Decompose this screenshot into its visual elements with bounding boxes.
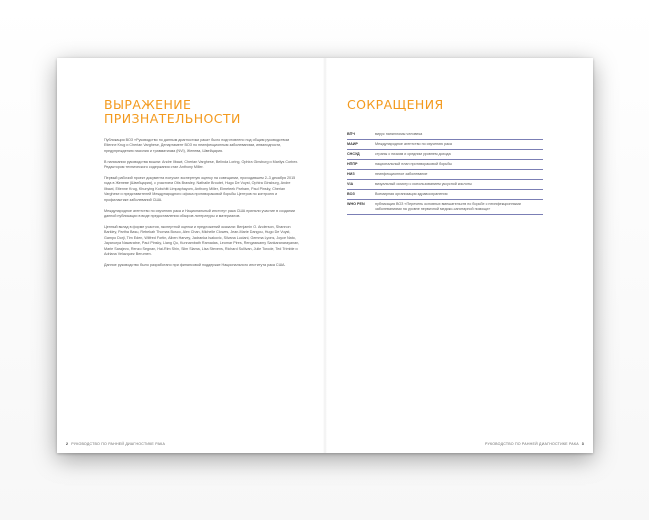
abbr-term: WHO PEN [347,200,375,215]
abbr-definition: Международное агентство по изучению рака [375,140,543,150]
abbreviations-table [347,130,543,215]
page-number: 2 [66,442,69,446]
paragraph: Данное руководство было разработано при финансовой поддержке Национального института рака США. [104,262,286,267]
right-page [325,58,593,453]
acknowledgements-body [104,138,300,274]
abbr-definition: публикация ВОЗ «Перечень основных вмешательств по борьбе с неинфекционными заболеваниями на уровне первичной медико-санитарной помощи» [375,200,543,215]
abbr-term: ВПЧ [347,130,375,140]
abbr-definition: неинфекционное заболевание [375,170,543,180]
paragraph: Публикация ВОЗ «Руководство по данным диагностики рака» было подготовлено под общим руководством Etienne Krug и Cherian Varghese, Департамент ВОЗ по неинфекционным заболеваниям, инвалидности, предупреждению насилия и травматизма (NVI), Женева, Швейцария. [104,138,290,153]
table-row [347,130,543,140]
left-page [57,58,325,453]
abbreviations-title: СОКРАЩЕНИЯ [347,97,444,112]
right-footer [485,442,587,446]
left-footer [63,442,165,446]
acknowledgements-title: ВЫРАЖЕНИЕ ПРИЗНАТЕЛЬНОСТИ [104,97,241,126]
abbr-definition: визуальный осмотр с использованием уксусной кислоты [375,180,543,190]
abbr-definition: вирус папилломы человека [375,130,543,140]
abbr-definition: национальный план противораковой борьбы [375,160,543,170]
running-title: РУКОВОДСТВО ПО РАННЕЙ ДИАГНОСТИКЕ РАКА [484,442,579,446]
abbr-term: МАИР [347,140,375,150]
book-spread [57,58,593,453]
abbr-term: СНСУД [347,150,375,160]
table-row [347,180,543,190]
paragraph: Первый рабочий проект документа получил экспертную оценку на совещании, проходившем 2–3 декабря 2015 года в Женеве (Швейцария), с участием Otis Brawley, Nathalie Broutet, Hugo De Vuyst, Ophira Ginsburg, Andre Ilbawi, Etienne Krug, Khunying Kobchitt Limpaphayom, Anthony Miller, Elmeteek Parham, Paul Pinsky, Cherian Varghese и представителей Международного офиса противораковой борьбы Центров по контролю и профилактике заболеваний США. [104,176,296,202]
abbr-term: НИЗ [347,170,375,180]
table-row [347,200,543,215]
abbr-definition: Всемирная организация здравоохранения [375,190,543,200]
running-title: РУКОВОДСТВО ПО РАННЕЙ ДИАГНОСТИКЕ РАКА [71,442,166,446]
paragraph: Ценный вклад в форме участия, экспертной оценки и предложений оказали: Benjamin O. Anderson, Shannon Barkley, Partha Basu, Rebekah Thomas Bosco, Alex Chan, Michelle Clowes, Jean-Marie Dangou, Hugo De Vuyst, Gampo Dorji, Tim Eden, Wilfred Fortin, Alben Harvey, Jadranka Isakovic, Silvana Luciani, Gemma Lyons, Joyce Nato, Jayanurya Nawaratne, Paul Pinsky, Liang Qu, Kunnambath Ramadas, Leomar Pires, Rengaswamy Sankaranarayanan, Marie Sarajevo, Renzo Segnan, Hai-Rim Shin, Slim Slama, Lisa Stevens, Richard Sullivan, Julie Torode, Ted Trimble и Adriana Velazquez Berumen. [104,224,300,256]
table-row [347,170,543,180]
table-row [347,190,543,200]
page-number: 3 [581,442,584,446]
paragraph: В написании руководства вошли: Andre Ilbawi, Cherian Varghese, Belinda Loring, Ophira Ginsburg и Marilys Corbex. Редактором технического содержания стал Anthony Miller. [104,159,299,170]
abbr-term: ВОЗ [347,190,375,200]
abbr-term: НППР [347,160,375,170]
table-row [347,140,543,150]
paragraph: Международное агентство по изучению рака и Национальный институт рака США приняли участие в создании данной публикации в виде предоставления обзоров литературы и материалов. [104,208,295,218]
abbr-term: VIA [347,180,375,190]
table-row [347,160,543,170]
abbr-definition: страны с низким и средним уровнем дохода [375,150,543,160]
table-row [347,150,543,160]
